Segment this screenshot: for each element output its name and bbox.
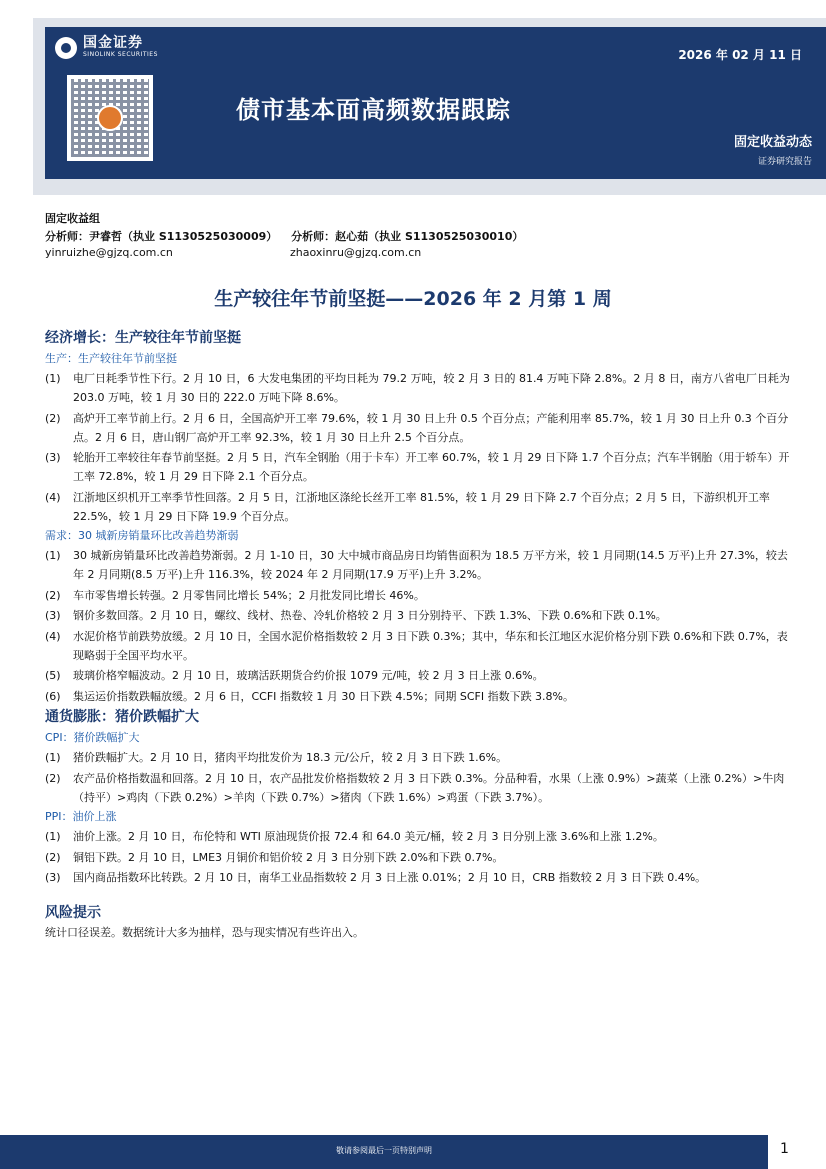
list-item-text: 猪价跌幅扩大。2 月 10 日，猪肉平均批发价为 18.3 元/公斤，较 2 月 3 日下跌 1.6%。	[73, 751, 508, 764]
list-item	[45, 868, 790, 887]
list-item-number: (3)	[45, 871, 61, 884]
list-item	[45, 546, 790, 584]
list-item-text: 轮胎开工率较往年春节前坚挺。2 月 5 日，汽车全钢胎（用于卡车）开工率 60.7%，较 1 月 29 日下降 1.7 个百分点；汽车半钢胎（用于轿车）开工率 72.8%，较 1 月 29 日下降 2.1 个百分点。	[73, 451, 790, 483]
list-item-number: (2)	[45, 411, 61, 425]
list-item-text: 集运运价指数跌幅放缓。2 月 6 日，CCFI 指数较 1 月 30 日下跌 4.5%；同期 SCFI 指数下跌 3.8%。	[73, 689, 575, 703]
logo-name-cn: 国金证券	[83, 35, 143, 51]
company-logo	[55, 36, 158, 59]
qr-center-badge-icon	[97, 105, 123, 131]
analyst-2-email[interactable]: zhaoxinru@gjzq.com.cn	[290, 246, 422, 259]
report-title: 生产较往年节前坚挺——2026 年 2 月第 1 周	[214, 288, 612, 310]
list-item-number: (4)	[45, 490, 61, 504]
team-name: 固定收益组	[45, 212, 100, 225]
list-item	[45, 769, 790, 807]
list-item	[45, 369, 790, 407]
analyst-list	[45, 228, 533, 244]
list-item-text: 江浙地区织机开工率季节性回落。2 月 5 日，江浙地区涤纶长丝开工率 81.5%，较 1 月 29 日下降 2.7 个百分点；2 月 5 日，下游织机开工率 22.5%，较 1 月 29 日下降 19.9 个百分点。	[73, 490, 770, 523]
footer-disclaimer: 敬请参阅最后一页特别声明	[336, 1146, 432, 1155]
list-item-text: 农产品价格指数温和回落。2 月 10 日，农产品批发价格指数较 2 月 3 日下跌 0.3%。分品种看，水果（上涨 0.9%）>蔬菜（上涨 0.2%）>牛肉（持平）>鸡肉（下跌 0.2%）>羊肉（下跌 0.7%）>猪肉（下跌 1.6%）>鸡蛋（下跌 3.7%）。	[73, 771, 785, 804]
list-item	[45, 827, 790, 846]
list-item-text: 30 城新房销量环比改善趋势渐弱。2 月 1-10 日，30 大中城市商品房日均销售面积为 18.5 万平方米，较 1 月同期(14.5 万平)上升 27.3%，较去年 2 月同期(8.5 万平)上升 116.3%，较 2024 年 2 月同期(17.9 万平)上升 3.2%。	[73, 549, 788, 581]
section-heading: 经济增长：生产较往年节前坚挺	[45, 330, 241, 346]
risk-text: 统计口径误差。数据统计大多为抽样，恐与现实情况有些许出入。	[45, 926, 364, 939]
analyst-1: 分析师：尹睿哲（执业 S1130525030009）	[45, 230, 278, 243]
list-item-number: (3)	[45, 609, 61, 622]
logo-icon	[55, 37, 77, 59]
list-item-text: 钢价多数回落。2 月 10 日，螺纹、线材、热卷、冷轧价格较 2 月 3 日分别持平、下跌 1.3%、下跌 0.6%和下跌 0.1%。	[73, 609, 667, 622]
list-item-number: (2)	[45, 588, 61, 602]
list-item-number: (5)	[45, 669, 61, 682]
list-item	[45, 687, 790, 706]
section-heading: 通货膨胀：猪价跌幅扩大	[45, 709, 199, 725]
list-item-text: 铜铝下跌。2 月 10 日，LME3 月铜价和铝价较 2 月 3 日分别下跌 2.0%和下跌 0.7%。	[73, 850, 504, 864]
report-body	[45, 328, 790, 942]
list-item-number: (2)	[45, 850, 61, 864]
list-item-number: (1)	[45, 751, 61, 764]
list-item-number: (4)	[45, 629, 61, 643]
list-item-number: (1)	[45, 830, 61, 843]
analyst-emails	[45, 246, 422, 259]
list-item	[45, 748, 790, 767]
list-item	[45, 666, 790, 685]
list-item-text: 油价上涨。2 月 10 日，布伦特和 WTI 原油现货价报 72.4 和 64.0 美元/桶，较 2 月 3 日分别上涨 3.6%和上涨 1.2%。	[73, 830, 664, 843]
subsection-heading: PPI：油价上涨	[45, 810, 117, 823]
subsection-heading: CPI：猪价跌幅扩大	[45, 731, 140, 744]
list-item-number: (1)	[45, 549, 61, 562]
list-item-text: 水泥价格节前跌势放缓。2 月 10 日，全国水泥价格指数较 2 月 3 日下跌 0.3%；其中，华东和长江地区水泥价格分别下跌 0.6%和下跌 0.7%，表现略弱于全国平均水平。	[73, 629, 788, 662]
report-category: 固定收益动态	[733, 135, 812, 150]
subsection-heading: 生产：生产较往年节前坚挺	[45, 352, 177, 365]
report-type: 证券研究报告	[757, 157, 812, 167]
analyst-1-email[interactable]: yinruizhe@gjzq.com.cn	[45, 246, 173, 259]
list-item-text: 车市零售增长转强。2 月零售同比增长 54%；2 月批发同比增长 46%。	[73, 588, 425, 602]
list-item-text: 高炉开工率节前上行。2 月 6 日，全国高炉开工率 79.6%，较 1 月 30 日上升 0.5 个百分点；产能利用率 85.7%，较 1 月 30 日上升 0.3 个百分点。2 月 6 日，唐山钢厂高炉开工率 92.3%，较 1 月 30 日上升 2.5 个百分点。	[73, 411, 789, 444]
list-item	[45, 448, 790, 486]
list-item	[45, 606, 790, 625]
list-item	[45, 409, 790, 447]
logo-name-en: SINOLINK SECURITIES	[83, 51, 158, 58]
list-item-text: 电厂日耗季节性下行。2 月 10 日，6 大发电集团的平均日耗为 79.2 万吨，较 2 月 3 日的 81.4 万吨下降 2.8%。2 月 8 日，南方八省电厂日耗为 203.0 万吨，较 1 月 30 日的 222.0 万吨下降 8.6%。	[73, 372, 790, 404]
risk-heading: 风险提示	[45, 905, 101, 921]
list-item-number: (3)	[45, 451, 61, 464]
list-item	[45, 848, 790, 867]
list-item-text: 玻璃价格窄幅波动。2 月 10 日，玻璃活跃期货合约价报 1079 元/吨，较 2 月 3 日上涨 0.6%。	[73, 669, 544, 682]
list-item-text: 国内商品指数环比转跌。2 月 10 日，南华工业品指数较 2 月 3 日上涨 0.01%；2 月 10 日，CRB 指数较 2 月 3 日下跌 0.4%。	[73, 871, 707, 884]
page-number: 1	[780, 1141, 789, 1157]
list-item-number: (1)	[45, 372, 61, 385]
list-item-number: (6)	[45, 689, 61, 703]
list-item	[45, 488, 790, 526]
report-date: 2026 年 02 月 11 日	[678, 48, 802, 62]
list-item	[45, 586, 790, 605]
analyst-2: 分析师：赵心茹（执业 S1130525030010）	[291, 230, 524, 243]
qr-code-icon	[67, 75, 153, 161]
list-item-number: (2)	[45, 771, 61, 785]
subsection-heading: 需求：30 城新房销量环比改善趋势渐弱	[45, 529, 239, 542]
list-item	[45, 627, 790, 665]
report-series-title: 债市基本面高频数据跟踪	[236, 96, 511, 124]
